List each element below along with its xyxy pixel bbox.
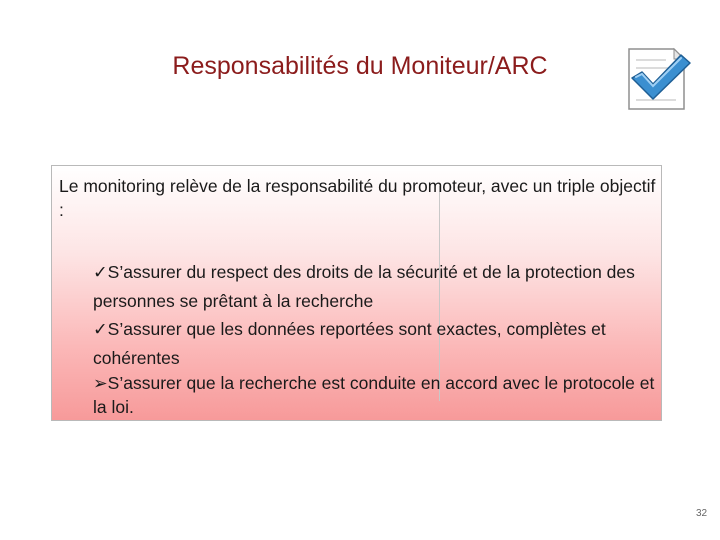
list-item-text: S’assurer du respect des droits de la sécurité et de la protection des personnes se prêtant à la recherche bbox=[93, 262, 635, 311]
checkmark-bullet-icon: ✓ bbox=[93, 320, 108, 340]
slide-title: Responsabilités du Moniteur/ARC bbox=[172, 52, 548, 80]
list-item bbox=[93, 372, 659, 419]
list-item bbox=[93, 315, 659, 372]
list-item bbox=[93, 258, 659, 315]
list-item-text: S’assurer que les données reportées sont exactes, complètes et cohérentes bbox=[93, 319, 606, 368]
objective-list bbox=[93, 258, 659, 419]
list-item-text: S’assurer que la recherche est conduite en accord avec le protocole et la loi. bbox=[93, 373, 655, 417]
intro-text: Le monitoring relève de la responsabilité du promoteur, avec un triple objectif : bbox=[59, 176, 656, 220]
checkmark-bullet-icon: ✓ bbox=[93, 263, 108, 283]
content-box bbox=[51, 165, 662, 421]
checklist-document-icon bbox=[626, 46, 692, 112]
page-number: 32 bbox=[696, 508, 708, 519]
arrow-bullet-icon: ➢ bbox=[93, 374, 108, 394]
